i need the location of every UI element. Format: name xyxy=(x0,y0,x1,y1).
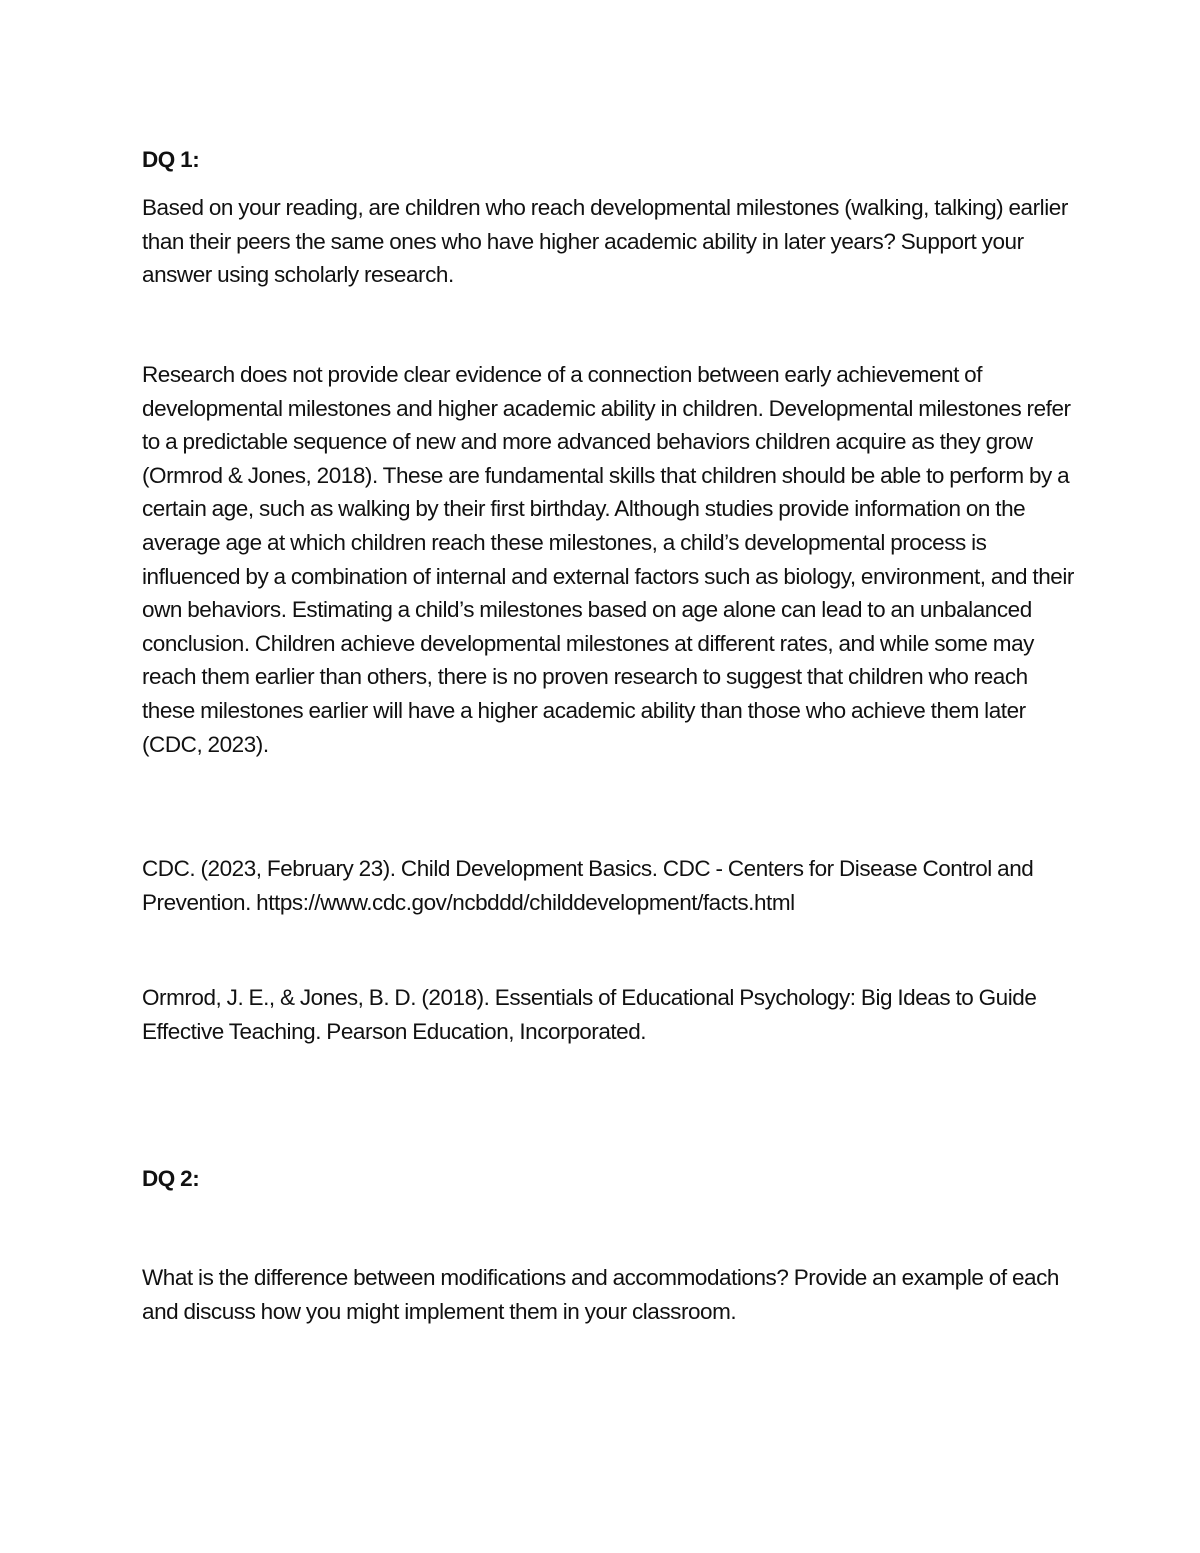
reference-ormrod-jones: Ormrod, J. E., & Jones, B. D. (2018). Essentials of Educational Psychology: Big Ideas to Guide Effective Teaching. Pearson Education, Incorporated. xyxy=(142,985,1037,1044)
dq2-question: What is the difference between modifications and accommodations? Provide an example of each and discuss how you might implement them in your classroom. xyxy=(142,1265,1059,1324)
dq1-question: Based on your reading, are children who reach developmental milestones (walking, talking) earlier than their peers the same ones who have higher academic ability in later years? Support your answer using scholarly research. xyxy=(142,195,1068,288)
dq1-answer: Research does not provide clear evidence of a connection between early achievement of developmental milestones and higher academic ability in children. Developmental milestones refer to a predictable sequence of new and more advanced behaviors children acquire as they grow (Ormrod & Jones, 2018). These are fundamental skills that children should be able to perform by a certain age, such as walking by their first birthday. Although studies provide information on the average age at which children reach these milestones, a child’s developmental process is influenced by a combination of internal and external factors such as biology, environment, and their own behaviors. Estimating a child’s milestones based on age alone can lead to an unbalanced conclusion. Children achieve developmental milestones at different rates, and while some may reach them earlier than others, there is no proven research to suggest that children who reach these milestones earlier will have a higher academic ability than those who achieve them later (CDC, 2023). xyxy=(142,362,1074,757)
dq2-heading: DQ 2: xyxy=(142,1166,200,1191)
reference-cdc: CDC. (2023, February 23). Child Development Basics. CDC - Centers for Disease Control and Prevention. https://www.cdc.gov/ncbddd/childdevelopment/facts.html xyxy=(142,856,1034,915)
dq1-heading: DQ 1: xyxy=(142,147,200,172)
